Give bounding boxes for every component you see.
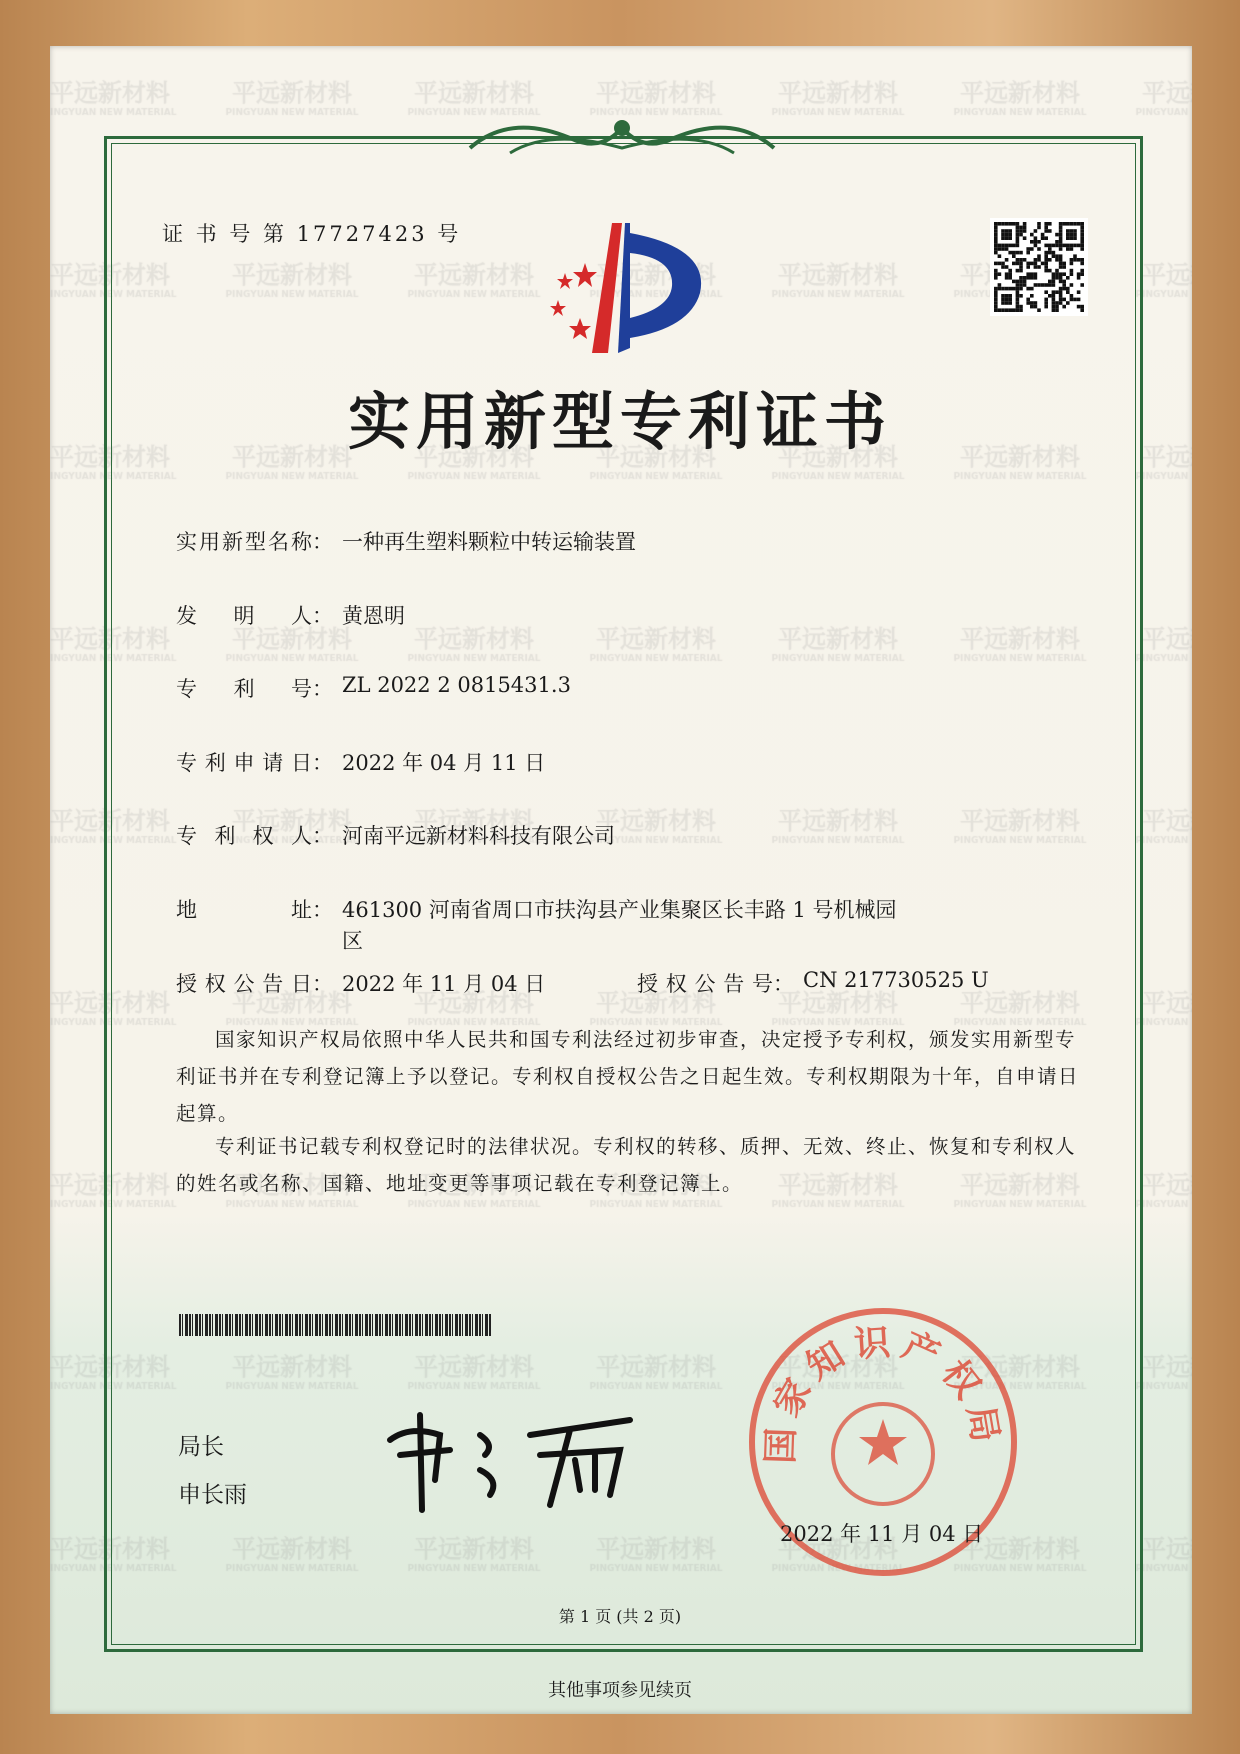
- seal-date: 2022 年 11 月 04 日: [780, 1522, 984, 1546]
- field-label: 专利权人 ：: [176, 824, 333, 848]
- field-value: 河南平远新材料科技有限公司: [342, 824, 615, 848]
- field-grant-date: [176, 968, 545, 998]
- field-grant-number: [637, 968, 989, 998]
- field-label: 授权公告日 ：: [176, 972, 333, 996]
- field-label: 地址 ：: [176, 898, 333, 922]
- field-value: ZL 2022 2 0815431.3: [342, 673, 571, 697]
- continuation-note: 其他事项参见续页: [548, 1680, 692, 1701]
- svg-text:国家知识产权局: 国家知识产权局: [759, 1320, 1008, 1465]
- paragraph-grant: 国家知识产权局依照中华人民共和国专利法经过初步审查，决定授予专利权，颁发实用新型专利证书并在专利登记簿上予以登记。专利权自授权公告之日起生效。专利权期限为十年，自申请日起算。: [176, 1028, 1080, 1125]
- field-inventor: [176, 600, 405, 630]
- field-value: 2022 年 11 月 04 日: [342, 972, 546, 996]
- director-name: 申长雨: [178, 1482, 247, 1508]
- field-value: 黄恩明: [342, 604, 405, 628]
- barcode: [179, 1314, 492, 1336]
- cnipa-logo: [530, 218, 710, 358]
- field-label: 授权公告号 ：: [637, 972, 794, 996]
- page-indicator: 第 1 页 (共 2 页): [558, 1607, 682, 1626]
- field-label: 发明人 ：: [176, 604, 333, 628]
- ornament-top: [450, 108, 795, 163]
- director-signature: [380, 1395, 640, 1525]
- field-label: 专利号 ：: [176, 677, 333, 701]
- director-block: [178, 1423, 247, 1519]
- field-application-date: [176, 747, 545, 777]
- field-patentee: [176, 820, 615, 850]
- field-utility-model-name: [176, 526, 636, 556]
- field-address: [176, 894, 897, 958]
- field-patent-number: [176, 673, 571, 703]
- field-value: CN 217730525 U: [803, 968, 989, 992]
- paragraph-legal-status: 专利证书记载专利权登记时的法律状况。专利权的转移、质押、无效、终止、恢复和专利权人的姓名或名称、国籍、地址变更等事项记载在专利登记簿上。: [176, 1135, 1077, 1195]
- director-title: 局长: [178, 1434, 224, 1460]
- field-label: 专利申请日 ：: [176, 751, 333, 775]
- qr-code: [990, 218, 1088, 316]
- certificate-number: 证 书 号 第 17727423 号: [162, 222, 462, 246]
- field-value: 一种再生塑料颗粒中转运输装置: [342, 530, 636, 554]
- field-value: 461300 河南省周口市扶沟县产业集聚区长丰路 1 号机械园 区: [342, 898, 897, 953]
- certificate-title: 实用新型专利证书: [347, 385, 892, 458]
- field-value: 2022 年 04 月 11 日: [342, 751, 546, 775]
- field-label: 实用新型名称 ：: [176, 530, 333, 554]
